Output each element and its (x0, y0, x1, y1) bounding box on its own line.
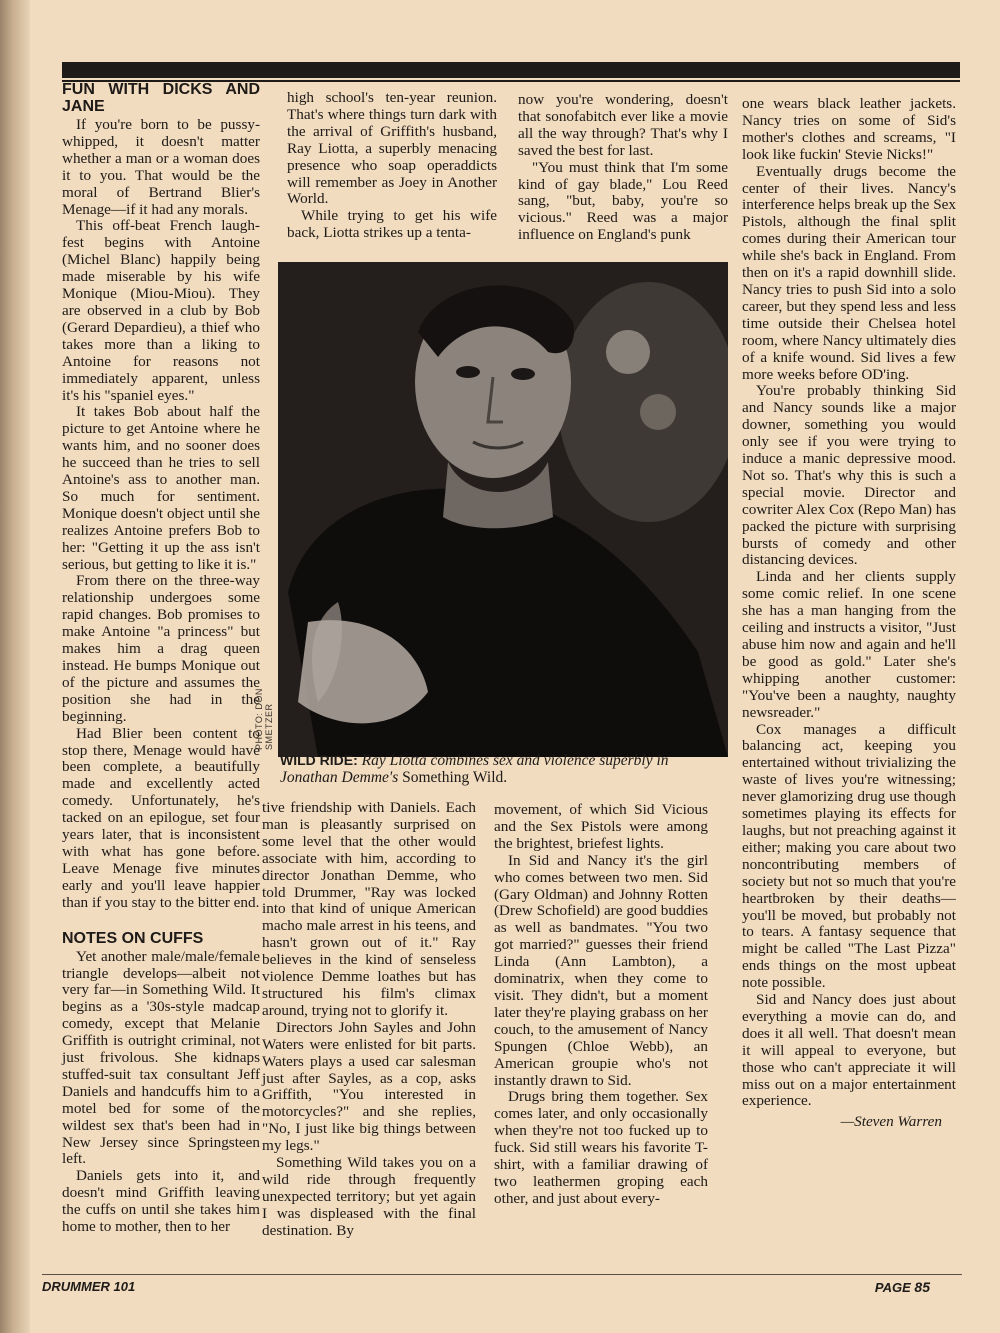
section-heading-notes-on-cuffs: NOTES ON CUFFS (62, 929, 204, 947)
paragraph: Directors John Sayles and John Waters were enlisted for bit parts. Waters plays a used car salesman just after Sayles, as a cop, asks Griffith, "You interested in motorcycles?" and she replies, "No, I just like big things between my legs." (262, 1018, 476, 1155)
binding-edge (0, 0, 30, 1333)
column-4 (742, 96, 956, 1131)
paragraph: From there on the three-way relationship undergoes some rapid changes. Bob promises to make Antoine "a princess" but makes him a drag queen instead. He bumps Monique out of the picture and assumes the position she had in the beginning. (62, 572, 260, 725)
paragraph: Drugs bring them together. Sex comes later, and only occasionally when they're not too fucked up to fuck. Sid still wears his favorite T-shirt, with a familiar drawing of two leathermen groping each other, and just about every- (494, 1088, 708, 1207)
column-2-bottom (262, 800, 476, 1240)
paragraph: Linda and her clients supply some comic relief. In one scene she has a man hanging from the ceiling and instructs a visitor, "Just abuse him now and again and he'll be good as gold." Later she's whipping another customer: "You've been a naughty, naughty newsreader." (742, 568, 956, 721)
paragraph: high school's ten-year reunion. That's where things turn dark with the arrival of Griffith's husband, Ray Liotta, a superbly menacing presence who soap operaddicts will remember as Joey in Another World. (287, 89, 497, 208)
paragraph: Eventually drugs become the center of their lives. Nancy's interference helps break up the Sex Pistols, although the final split comes during their American tour while she's back in England. From then on it's a rapid downhill slide. Nancy tries to push Sid into a solo career, but they spend less and less time outside their Chelsea hotel room, where Nancy ultimately dies of a knife wound. Sid lives a few more weeks before OD'ing. (742, 162, 956, 383)
footer-magazine: DRUMMER 101 (42, 1279, 136, 1294)
paragraph: one wears black leather jackets. Nancy tries on some of Sid's mother's clothes and screams, "I look like fuckin' Stevie Nicks!" (742, 95, 956, 163)
column-3-bottom (494, 802, 708, 1208)
author-byline: —Steven Warren (840, 1113, 942, 1131)
paragraph: It takes Bob about half the picture to get Antoine where he wants him, and no sooner does he succeed than he tries to sell Antoine's ass to another man. So much for sentiment. Monique doesn't object until she realizes Antoine prefers Bob to her: "Getting it up the ass isn't serious, but getting to like it is." (62, 403, 260, 573)
paragraph: tive friendship with Daniels. Each man is pleasantly surprised on some level that the other would associate with him, according to director Jonathan Demme, who told Drummer, "Ray was locked into that kind of unique American macho male arrest in his teens, and hasn't grown out of it." Ray believes in the kind of senseless violence Demme loathes but has structured his film's climax around, trying not to glorify it. (262, 799, 476, 1019)
caption-label: WILD RIDE: (280, 752, 358, 768)
footer-rule (42, 1274, 962, 1275)
paragraph: You're probably thinking Sid and Nancy sounds like a major downer, something you would only see if you were trying to induce a manic depressive mood. Not so. That's why this is such a special movie. Director and cowriter Alex Cox (Repo Man) has packed the picture with surprising bursts of comedy and other distancing devices. (742, 382, 956, 569)
paragraph: This off-beat French laugh-fest begins with Antoine (Michel Blanc) happily being made miserable by his wife Monique (Miou-Miou). They are observed in a club by Bob (Gerard Depardieu), a thief who takes more than a liking to Antoine for reasons not immediately apparent, unless it's his "spaniel eyes." (62, 217, 260, 404)
paragraph: now you're wondering, doesn't that sonofabitch ever like a movie all the way through? That's why I saved the best for last. (518, 91, 728, 159)
paragraph: If you're born to be pussy-whipped, it doesn't matter whether a man or a woman does it to you. That would be the moral of Bertrand Blier's Menage—if it had any morals. (62, 116, 260, 218)
column-1 (62, 81, 260, 1236)
header-rule (62, 62, 960, 78)
section-heading-fun-with-dicks: FUN WITH DICKS AND JANE (62, 81, 260, 115)
column-3-top (518, 92, 728, 244)
caption-text: Ray Liotta combines sex and violence superbly in Jonathan Demme's (280, 752, 669, 786)
paragraph: Yet another male/male/female triangle develops—albeit not very far—in Something Wild. It begins as a '30s-style madcap comedy, except that Melanie Griffith is outright criminal, not just frivolous. She kidnaps stuffed-suit tax consultant Jeff Daniels and handcuffs him to a motel bed for some of the wildest sex that's been had in New Jersey since Springsteen left. (62, 947, 260, 1168)
caption-title: Something Wild. (402, 769, 508, 786)
paragraph: Had Blier been content to stop there, Menage would have been complete, a beautifully made and excellently acted comedy. Unfortunately, he's tacked on an epilogue, set four years later, that is inconsistent with what has gone before. Leave Menage five minutes early and you'll leave happier than if you stay to the bitter end. (62, 724, 260, 911)
photo-credit: PHOTO: DON SMETZER (254, 688, 274, 750)
footer-page (875, 1279, 930, 1295)
paragraph: Something Wild takes you on a wild ride through frequently unexpected territory; but yet again I was displeased with the final destination. By (262, 1154, 476, 1239)
photo-ray-liotta (278, 262, 728, 757)
paragraph: Sid and Nancy does just about everything a movie can do, and does it all well. That doesn't mean it will appeal to everyone, but those who can't appreciate it will miss out on a major entertainment experience. (742, 991, 956, 1110)
paragraph: In Sid and Nancy it's the girl who comes between two men. Sid (Gary Oldman) and Johnny Rotten (Drew Schofield) are good buddies as well as bandmates. "You two got married?" guesses their friend Linda (Ann Lambton), a dominatrix, when they come to visit. They didn't, but a moment later they're playing grabass on her couch, to the amusement of Nancy Spungen (Chloe Webb), an American groupie who's not instantly drawn to Sid. (494, 851, 708, 1089)
paragraph: movement, of which Sid Vicious and the Sex Pistols were among the brightest, briefest lights. (494, 801, 708, 852)
paragraph: While trying to get his wife back, Liotta strikes up a tenta- (287, 207, 497, 242)
paragraph: Cox manages a difficult balancing act, keeping you entertained without trivializing the waste of lives you're witnessing; never glamorizing drug use though sometimes playing its effects for laughs, but not preaching against it either; making you care about two noncontributing members of society but not so much that you're heartbroken by their deaths—you'll be moved, but probably not to tears. A fantasy sequence that might be called "The Last Pizza" ends things on the most upbeat note possible. (742, 720, 956, 992)
page-number: 85 (914, 1279, 930, 1295)
photo-caption (280, 752, 730, 786)
column-2-top (287, 90, 497, 242)
page-label: PAGE (874, 1280, 911, 1295)
paragraph: "You must think that I'm some kind of gay blade," Lou Reed sang, "but, baby, you're so vicious." Reed was a major influence on England's punk (518, 158, 728, 244)
paragraph: Daniels gets into it, and doesn't mind Griffith leaving the cuffs on until she takes him home to mother, then to her (62, 1167, 260, 1236)
photo-illustration (278, 262, 728, 757)
